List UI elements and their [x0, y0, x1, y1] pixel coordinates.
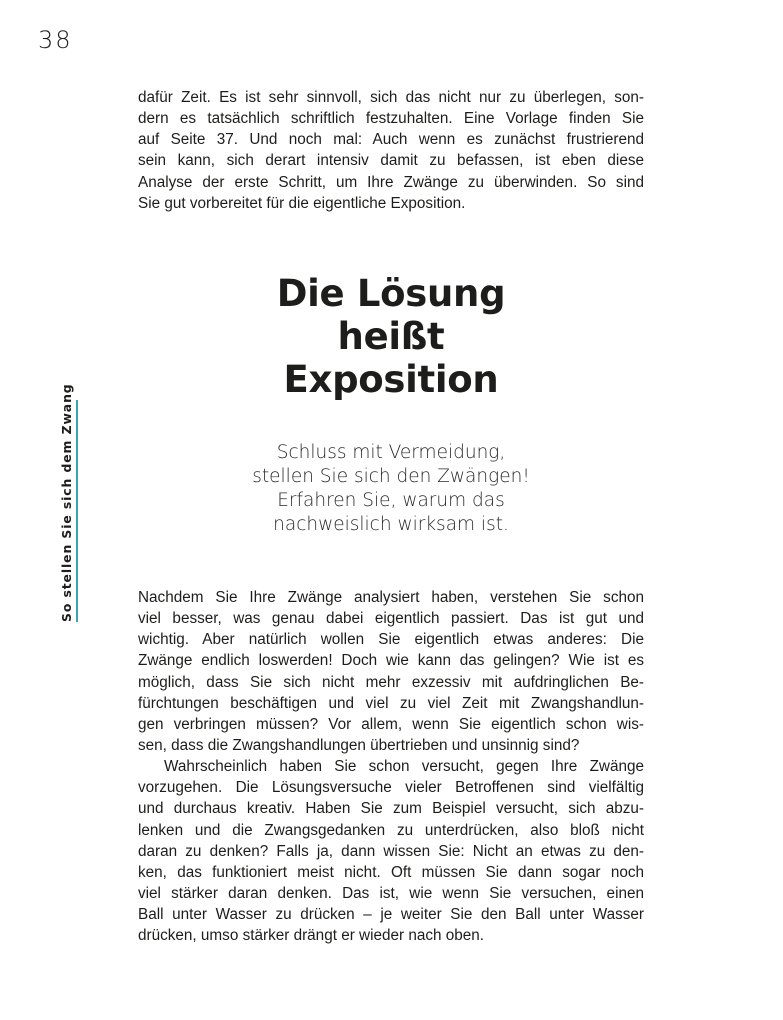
text-line: sein kann, sich derart intensiv damit zu befassen, ist eben diese: [138, 152, 644, 170]
text-line: Analyse der erste Schritt, um Ihre Zwänge zu überwinden. So sind: [138, 173, 644, 191]
chapter-title-line: Exposition: [283, 358, 499, 401]
text-line: sen, dass die Zwangshandlungen übertrieben und unsinnig sind?: [138, 736, 580, 754]
running-head-accent-rule: [76, 400, 78, 622]
text-line: Sie gut vorbereitet für die eigentliche Exposition.: [138, 194, 466, 212]
text-line: vorzugehen. Die Lösungsversuche vieler Betroffenen sind vielfältig: [138, 779, 644, 797]
subtitle-line: Schluss mit Vermeidung,: [276, 442, 506, 463]
text-line: wichtig. Aber natürlich wollen Sie eigentlich etwas anderes: Die: [138, 631, 644, 649]
chapter-title: [138, 272, 644, 401]
page-number: 38: [38, 26, 73, 54]
text-line: lenken und die Zwangsgedanken zu unterdrücken, also bloß nicht: [138, 821, 644, 839]
main-text: [138, 587, 644, 946]
intro-paragraph: [138, 87, 644, 214]
chapter-subtitle: [138, 441, 644, 537]
subtitle-line: Erfahren Sie, warum das: [277, 490, 505, 511]
text-line: Ball unter Wasser zu drücken – je weiter Sie den Ball unter Wasser: [138, 906, 644, 924]
text-line: und durchaus kreativ. Haben Sie zum Beispiel versucht, sich abzu-: [138, 800, 644, 818]
text-line: dern es tatsächlich schriftlich festzuhalten. Eine Vorlage finden Sie: [138, 110, 644, 128]
chapter-title-line: Die Lösung: [276, 272, 506, 315]
text-line: viel besser, was genau dabei eigentlich passiert. Das ist gut und: [138, 610, 644, 628]
text-line: fürchtungen beschäftigen und viel zu viel Zeit mit Zwangshandlun-: [138, 694, 644, 712]
text-line: Wahrscheinlich haben Sie schon versucht, gegen Ihre Zwänge: [164, 758, 644, 776]
text-line: ken, das funktioniert meist nicht. Oft müssen Sie dann sogar noch: [138, 863, 644, 881]
text-line: gen verbringen müssen? Vor allem, wenn Sie eigentlich schon wis-: [138, 715, 644, 733]
text-line: dafür Zeit. Es ist sehr sinnvoll, sich das nicht nur zu überlegen, son-: [138, 89, 644, 106]
text-line: viel stärker daran denken. Das ist, wie wenn Sie versuchen, einen: [138, 884, 644, 902]
text-line: daran zu denken? Falls ja, dann wissen Sie: Nicht an etwas zu den-: [138, 842, 644, 860]
running-head: [57, 383, 77, 622]
text-line: drücken, umso stärker drängt er wieder nach oben.: [138, 927, 485, 945]
text-line: Zwänge endlich loswerden! Doch wie kann das gelingen? Wie ist es: [138, 652, 644, 670]
text-line: Nachdem Sie Ihre Zwänge analysiert haben, verstehen Sie schon: [138, 589, 644, 606]
subtitle-line: stellen Sie sich den Zwängen!: [252, 466, 530, 487]
chapter-title-line: heißt: [337, 315, 445, 358]
running-head-text: So stellen Sie sich dem Zwang: [59, 383, 74, 622]
text-line: möglich, dass Sie sich nicht mehr exzessiv mit aufdringlichen Be-: [138, 673, 644, 691]
subtitle-line: nachweislich wirksam ist.: [273, 514, 509, 535]
text-line: auf Seite 37. Und noch mal: Auch wenn es zunächst frustrierend: [138, 131, 644, 149]
